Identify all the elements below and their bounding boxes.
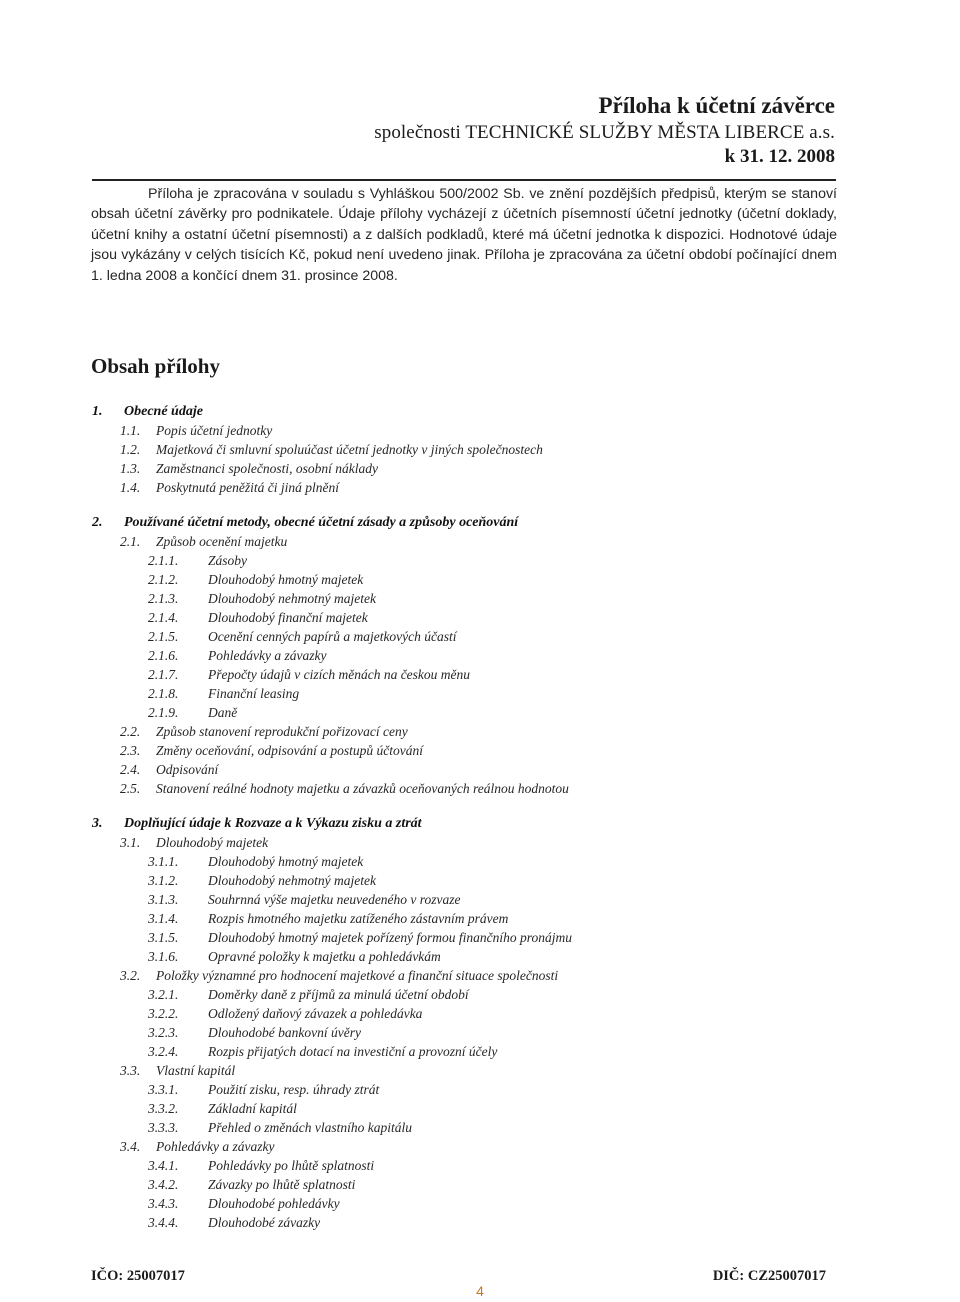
toc-item-label: Ocenění cenných papírů a majetkových účastí <box>208 629 457 644</box>
toc-item-number: 2.4. <box>120 762 141 777</box>
toc-item-label: Dlouhodobý hmotný majetek pořízený formou finančního pronájmu <box>208 930 572 945</box>
toc-item-label: Odložený daňový závazek a pohledávka <box>208 1006 423 1021</box>
toc-item-number: 2.1.5. <box>148 629 179 644</box>
toc-item-number: 3.3.1. <box>148 1082 179 1097</box>
toc-item-label: Popis účetní jednotky <box>156 423 273 438</box>
toc-item-number: 2.1.7. <box>148 667 179 682</box>
toc-item-label: Způsob stanovení reprodukční pořizovací ceny <box>156 724 408 739</box>
toc-item-label: Daně <box>208 705 238 720</box>
toc-item-label: Pohledávky a závazky <box>156 1139 275 1154</box>
toc-item-label: Dlouhodobý nehmotný majetek <box>208 591 376 606</box>
toc-item-label: Rozpis hmotného majetku zatíženého zástavním právem <box>208 911 509 926</box>
toc-item-label: Přepočty údajů v cizích měnách na českou měnu <box>208 667 471 682</box>
toc-item-number: 3.1.4. <box>148 911 179 926</box>
toc-item-number: 2.1.2. <box>148 572 179 587</box>
toc-item-number: 3.2.2. <box>148 1006 179 1021</box>
toc-item-label: Dlouhodobé bankovní úvěry <box>208 1025 361 1040</box>
toc-item-label: Způsob ocenění majetku <box>156 534 288 549</box>
document-title: Příloha k účetní závěrce <box>598 93 835 118</box>
toc-item-label: Finanční leasing <box>208 686 300 701</box>
toc-item-label: Dlouhodobý nehmotný majetek <box>208 873 376 888</box>
toc-item-number: 3.3. <box>120 1063 141 1078</box>
toc-item-label: Zaměstnanci společnosti, osobní náklady <box>156 461 378 476</box>
toc-item-number: 3.1.5. <box>148 930 179 945</box>
toc-item-label: Vlastní kapitál <box>156 1063 236 1078</box>
toc-item-number: 2.1.3. <box>148 591 179 606</box>
toc-item-number: 2.1. <box>120 534 141 549</box>
toc-item-number: 3.2.1. <box>148 987 179 1002</box>
dic-number: DIČ: CZ25007017 <box>712 1268 826 1284</box>
toc-item-number: 3.3.3. <box>148 1120 179 1135</box>
toc-item-number: 1.1. <box>120 423 141 438</box>
toc-item-label: Opravné položky k majetku a pohledávkám <box>208 949 441 964</box>
toc-item-number: 2.5. <box>120 781 141 796</box>
toc-item-label: Dlouhodobý hmotný majetek <box>208 854 364 869</box>
toc-item-label: Položky významné pro hodnocení majetkové a finanční situace společnosti <box>156 968 559 983</box>
toc-item-number: 1.3. <box>120 461 141 476</box>
toc-item-number: 3.1.6. <box>148 949 179 964</box>
toc-item-number: 2.1.6. <box>148 648 179 663</box>
toc-item-number: 3.4.2. <box>148 1177 179 1192</box>
toc-item-number: 1. <box>92 404 103 419</box>
intro-paragraph: Příloha je zpracována v souladu s Vyhláškou 500/2002 Sb. ve znění pozdějších předpisů, kterým se stanoví obsah účetní závěrky pro podnikatele. Údaje přílohy vycházejí z účetních písemností účetní jednotky (účetní doklady, účetní knihy a ostatní účetní písemnosti) a z dalších podkladů, které má účetní jednotka k dispozici. Hodnotové údaje jsou vykázány v celých tisících Kč, pokud není uvedeno jinak. Příloha je zpracována za účetní období počínající dnem 1. ledna 2008 a končící dnem 31. prosince 2008. <box>91 186 837 284</box>
toc-item-label: Poskytnutá peněžitá či jiná plnění <box>156 480 339 495</box>
toc-item-label: Dlouhodobé závazky <box>208 1215 321 1230</box>
toc-item-label: Rozpis přijatých dotací na investiční a provozní účely <box>208 1044 498 1059</box>
toc-item-number: 3.3.2. <box>148 1101 179 1116</box>
toc-item-label: Změny oceňování, odpisování a postupů účtování <box>156 743 423 758</box>
toc-item-label: Použití zisku, resp. úhrady ztrát <box>208 1082 380 1097</box>
toc-item-number: 3.2. <box>120 968 141 983</box>
toc-item-number: 2.1.1. <box>148 553 179 568</box>
toc-item-number: 3.4.1. <box>148 1158 179 1173</box>
ico-number: IČO: 25007017 <box>91 1268 185 1284</box>
toc-item-number: 2.1.9. <box>148 705 179 720</box>
header-rule <box>92 179 836 181</box>
toc-item-label: Přehled o změnách vlastního kapitálu <box>208 1120 412 1135</box>
toc-item-number: 3.1.2. <box>148 873 179 888</box>
toc-item-label: Závazky po lhůtě splatnosti <box>208 1177 356 1192</box>
toc-item-number: 2.1.4. <box>148 610 179 625</box>
toc-item-number: 2.3. <box>120 743 141 758</box>
page-number: 4 <box>476 1283 484 1299</box>
toc-item-number: 2.2. <box>120 724 141 739</box>
toc-item-number: 3.4.4. <box>148 1215 179 1230</box>
toc-item-label: Používané účetní metody, obecné účetní zásady a způsoby oceňování <box>124 515 519 530</box>
toc-item-label: Dlouhodobý finanční majetek <box>208 610 368 625</box>
toc-item-label: Souhrnná výše majetku neuvedeného v rozvaze <box>208 892 461 907</box>
toc-item-number: 3.4.3. <box>148 1196 179 1211</box>
toc-item-number: 3. <box>92 816 103 831</box>
toc-item-label: Dlouhodobý majetek <box>156 835 269 850</box>
toc-item-label: Pohledávky po lhůtě splatnosti <box>208 1158 375 1173</box>
toc-item-number: 3.2.4. <box>148 1044 179 1059</box>
toc-item-number: 1.4. <box>120 480 141 495</box>
toc-item-number: 1.2. <box>120 442 141 457</box>
toc-item-number: 3.1. <box>120 835 141 850</box>
toc-item-label: Pohledávky a závazky <box>208 648 327 663</box>
toc-item-label: Doměrky daně z příjmů za minulá účetní období <box>208 987 469 1002</box>
toc-heading: Obsah přílohy <box>91 354 220 378</box>
toc-item-label: Základní kapitál <box>208 1101 297 1116</box>
toc-item-number: 2.1.8. <box>148 686 179 701</box>
toc-item-label: Majetková či smluvní spoluúčast účetní jednotky v jiných společnostech <box>156 442 543 457</box>
toc-item-label: Doplňující údaje k Rozvaze a k Výkazu zisku a ztrát <box>124 816 422 831</box>
toc-item-number: 3.1.1. <box>148 854 179 869</box>
toc-item-label: Stanovení reálné hodnoty majetku a závazků oceňovaných reálnou hodnotou <box>156 781 569 796</box>
toc-item-label: Odpisování <box>156 762 219 777</box>
toc-item-label: Dlouhodobé pohledávky <box>208 1196 340 1211</box>
toc-item-label: Zásoby <box>208 553 248 568</box>
toc-item-number: 3.1.3. <box>148 892 179 907</box>
document-header <box>374 91 835 169</box>
company-line: společnosti TECHNICKÉ SLUŽBY MĚSTA LIBERCE a.s. <box>374 122 835 143</box>
toc-item-label: Dlouhodobý hmotný majetek <box>208 572 364 587</box>
toc-item-label: Obecné údaje <box>124 404 203 419</box>
toc-item-number: 2. <box>92 515 103 530</box>
toc-item-number: 3.2.3. <box>148 1025 179 1040</box>
toc-item-number: 3.4. <box>120 1139 141 1154</box>
report-date: k 31. 12. 2008 <box>724 146 835 167</box>
